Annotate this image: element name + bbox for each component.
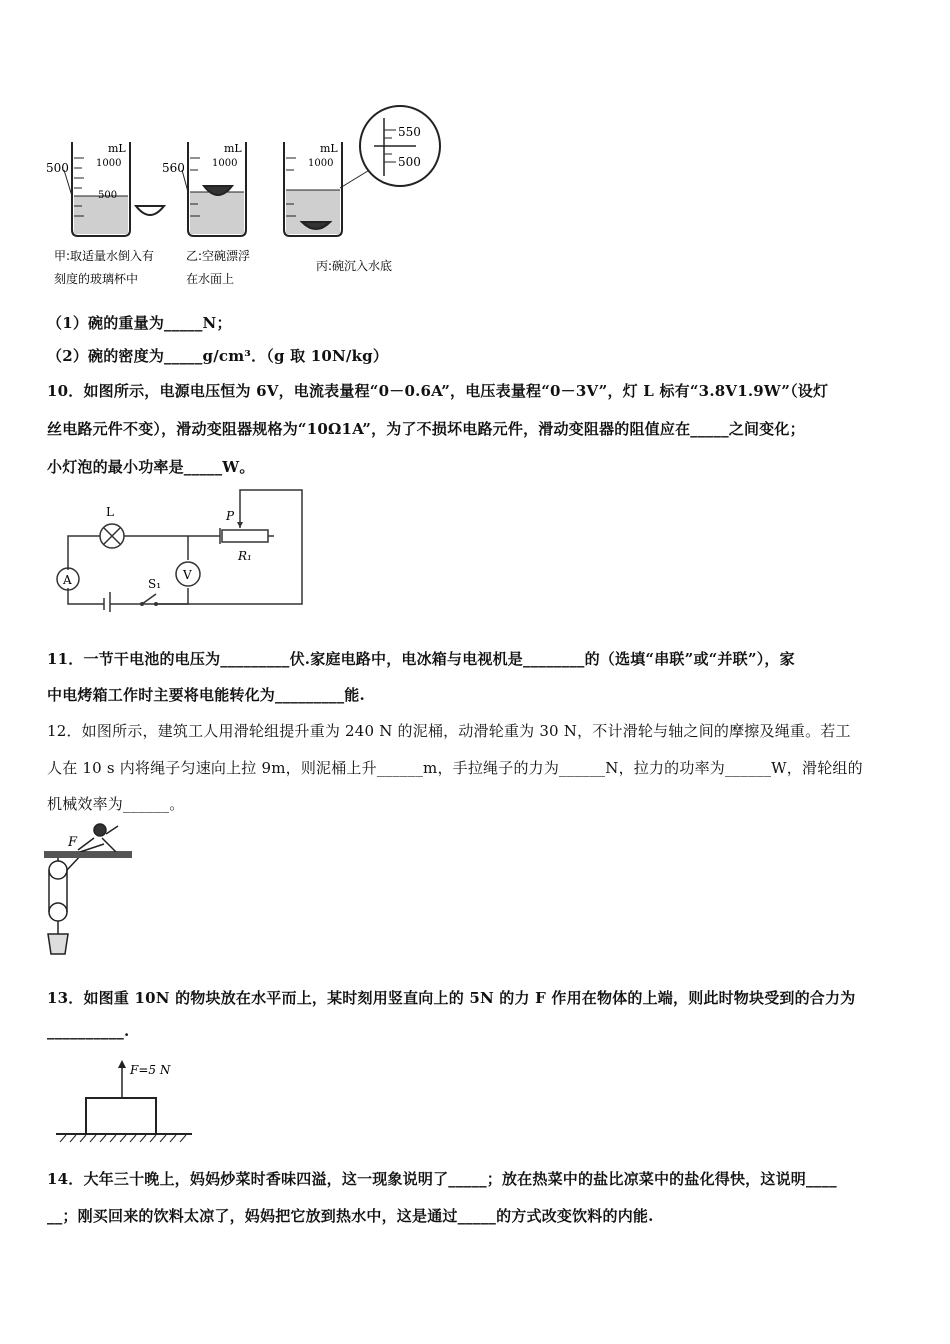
beaker-b-unit: mL bbox=[224, 142, 242, 155]
beaker-a bbox=[46, 142, 164, 286]
q10-line-1: 10．如图所示，电源电压恒为 6V，电流表量程“0－0.6A”，电压表量程“0－3V”，灯 L 标有“3.8V1.9W”（设灯 bbox=[47, 382, 829, 400]
q12-line-3: 机械效率为______。 bbox=[47, 795, 185, 813]
q10-line-3: 小灯泡的最小功率是_____W。 bbox=[47, 458, 255, 476]
q12-line-2: 人在 10 s 内将绳子匀速向上拉 9m，则泥桶上升______m，手拉绳子的力为______N，拉力的功率为______W，滑轮组的 bbox=[47, 759, 863, 777]
zoom-500: 500 bbox=[398, 155, 421, 169]
block-force-label: F=5 N bbox=[130, 1063, 171, 1077]
pulley-figure bbox=[44, 822, 134, 958]
beaker-a-unit: mL bbox=[108, 142, 126, 155]
zoom-550: 550 bbox=[398, 125, 421, 139]
beaker-c bbox=[284, 106, 440, 273]
q9-line-1: （1）碗的重量为_____N； bbox=[47, 314, 232, 332]
beaker-c-unit: mL bbox=[320, 142, 338, 155]
q14-line-1: 14．大年三十晚上，妈妈炒菜时香味四溢，这一现象说明了_____；放在热菜中的盐比凉菜中的盐化得快，这说明____ bbox=[47, 1170, 837, 1188]
beaker-b bbox=[162, 142, 250, 286]
q13-line-2: __________. bbox=[47, 1022, 130, 1040]
q9-line-2: （2）碗的密度为_____g/cm³．（g 取 10N/kg） bbox=[47, 347, 389, 365]
beaker-a-500: 500 bbox=[98, 190, 118, 201]
q10-line-2: 丝电路元件不变），滑动变阻器规格为“10Ω1A”，为了不损坏电路元件，滑动变阻器的阻值应在_____之间变化； bbox=[47, 420, 805, 438]
caption-a-1: 甲:取适量水倒入有 bbox=[54, 249, 155, 263]
circuit-voltmeter-label: V bbox=[183, 568, 192, 582]
pulley-force-label: F bbox=[68, 835, 78, 850]
beaker-figure bbox=[44, 100, 444, 295]
beaker-b-mark: 560 bbox=[162, 161, 185, 175]
caption-b-2: 在水面上 bbox=[186, 272, 235, 286]
block-figure bbox=[52, 1058, 202, 1144]
beaker-c-1000: 1000 bbox=[308, 158, 334, 169]
q12-line-1: 12．如图所示，建筑工人用滑轮组提升重为 240 N 的泥桶，动滑轮重为 30 N，不计滑轮与轴之间的摩擦及绳重。若工 bbox=[47, 722, 851, 740]
circuit-resistor-label: R₁ bbox=[238, 549, 252, 563]
circuit-figure bbox=[44, 488, 314, 612]
q11-line-2: 中电烤箱工作时主要将电能转化为_________能. bbox=[47, 686, 365, 704]
circuit-slider-label: P bbox=[226, 509, 235, 523]
beaker-a-mark: 500 bbox=[46, 161, 69, 175]
q11-line-1: 11．一节干电池的电压为_________伏.家庭电路中，电冰箱与电视机是________的（选填“串联”或“并联”），家 bbox=[47, 650, 795, 668]
caption-c: 丙:碗沉入水底 bbox=[316, 259, 393, 273]
q14-line-2: __；刚买回来的饮料太凉了，妈妈把它放到热水中，这是通过_____的方式改变饮料的内能. bbox=[47, 1207, 654, 1225]
beaker-a-1000: 1000 bbox=[96, 158, 122, 169]
caption-a-2: 刻度的玻璃杯中 bbox=[54, 272, 139, 286]
circuit-ammeter-label: A bbox=[63, 573, 72, 587]
circuit-lamp-label: L bbox=[106, 505, 114, 519]
caption-b-1: 乙:空碗漂浮 bbox=[186, 249, 251, 263]
circuit-switch-label: S₁ bbox=[148, 577, 162, 591]
q13-line-1: 13．如图重 10N 的物块放在水平而上，某时刻用竖直向上的 5N 的力 F 作用在物体的上端，则此时物块受到的合力为 bbox=[47, 989, 856, 1007]
beaker-b-1000: 1000 bbox=[212, 158, 238, 169]
